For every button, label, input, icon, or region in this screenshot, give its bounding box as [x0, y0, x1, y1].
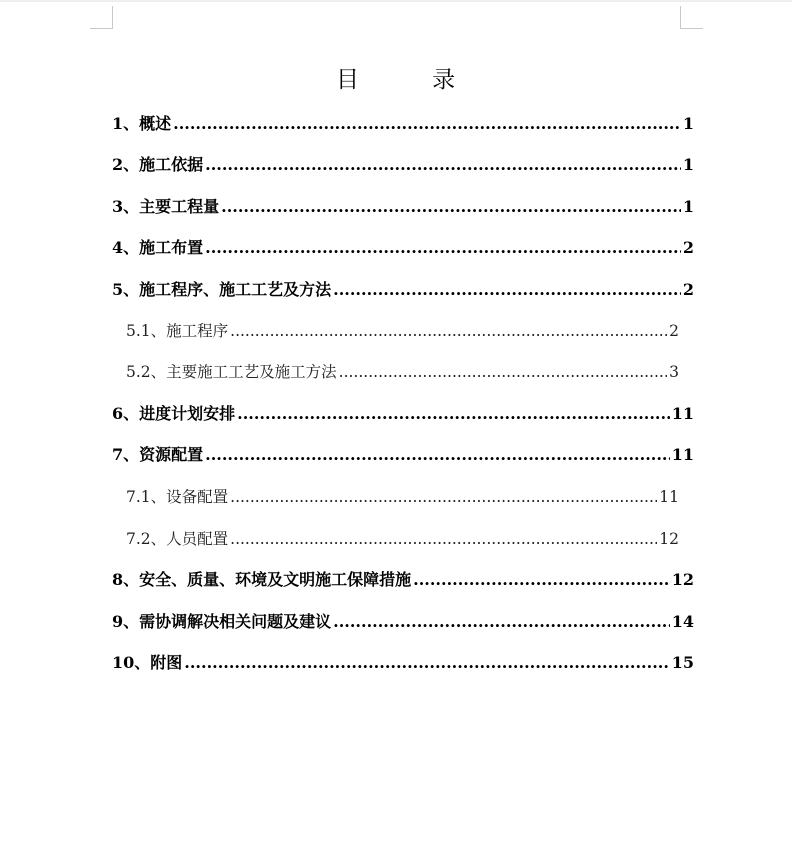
toc-entry-page: 12: [671, 570, 694, 589]
toc-entry-7-2[interactable]: [126, 527, 679, 551]
toc-entry-page: 2: [682, 238, 694, 257]
toc-entry-label: 7.1、设备配置: [126, 488, 229, 506]
toc-dot-leader: [173, 112, 681, 136]
toc-entry-label: 3、主要工程量: [112, 197, 220, 216]
toc-entry-page: 3: [669, 363, 679, 381]
toc-dot-leader: [413, 568, 670, 592]
toc-dot-leader: [230, 319, 667, 343]
page-margin-corner-right: [680, 6, 703, 29]
toc-entry-page: 1: [682, 197, 694, 216]
toc-entry-page: 11: [671, 404, 694, 423]
toc-entry-page: 11: [659, 488, 679, 506]
toc-dot-leader: [221, 195, 681, 219]
toc-entry-label: 10、附图: [112, 653, 183, 672]
toc-dot-leader: [184, 651, 669, 675]
toc-entry-label: 5、施工程序、施工工艺及方法: [112, 280, 332, 299]
toc-entry-10[interactable]: [112, 651, 694, 675]
toc-entry-label: 5.1、施工程序: [126, 322, 229, 340]
toc-entry-page: 11: [671, 445, 694, 464]
toc-entry-page: 12: [659, 530, 679, 548]
toc-dot-leader: [230, 527, 657, 551]
toc-dot-leader: [205, 443, 670, 467]
toc-title: 目 录: [336, 67, 456, 93]
page-margin-corner-left: [90, 6, 113, 29]
toc-entry-4[interactable]: [112, 236, 694, 260]
page-top-edge: [0, 0, 792, 2]
toc-entry-page: 14: [671, 612, 694, 631]
toc-entry-7-1[interactable]: [126, 485, 679, 509]
toc-entry-label: 4、施工布置: [112, 238, 204, 257]
toc-entry-label: 8、安全、质量、环境及文明施工保障措施: [112, 570, 412, 589]
toc-entry-label: 7、资源配置: [112, 445, 204, 464]
toc-entry-8[interactable]: [112, 568, 694, 592]
toc-dot-leader: [205, 236, 681, 260]
toc-entry-9[interactable]: [112, 610, 694, 634]
toc-entry-label: 2、施工依据: [112, 155, 204, 174]
toc-entry-5-2[interactable]: [126, 360, 679, 384]
toc-entry-label: 1、概述: [112, 114, 172, 133]
toc-dot-leader: [339, 360, 667, 384]
toc-entry-label: 7.2、人员配置: [126, 530, 229, 548]
toc-entry-2[interactable]: [112, 153, 694, 177]
toc-entry-page: 15: [671, 653, 694, 672]
toc-dot-leader: [237, 402, 670, 426]
toc-entry-label: 9、需协调解决相关问题及建议: [112, 612, 332, 631]
toc-entry-page: 1: [682, 155, 694, 174]
toc-entry-page: 2: [669, 322, 679, 340]
toc-entry-label: 6、进度计划安排: [112, 404, 236, 423]
toc-entry-3[interactable]: [112, 195, 694, 219]
toc-entry-page: 1: [682, 114, 694, 133]
toc-entry-1[interactable]: [112, 112, 694, 136]
toc-dot-leader: [205, 153, 681, 177]
toc-entry-6[interactable]: [112, 402, 694, 426]
toc-entry-page: 2: [682, 280, 694, 299]
toc-entry-5-1[interactable]: [126, 319, 679, 343]
toc-dot-leader: [333, 278, 681, 302]
toc-entry-7[interactable]: [112, 443, 694, 467]
toc-entry-5[interactable]: [112, 278, 694, 302]
toc-dot-leader: [230, 485, 657, 509]
toc-entry-label: 5.2、主要施工工艺及施工方法: [126, 363, 337, 381]
toc-dot-leader: [333, 610, 670, 634]
